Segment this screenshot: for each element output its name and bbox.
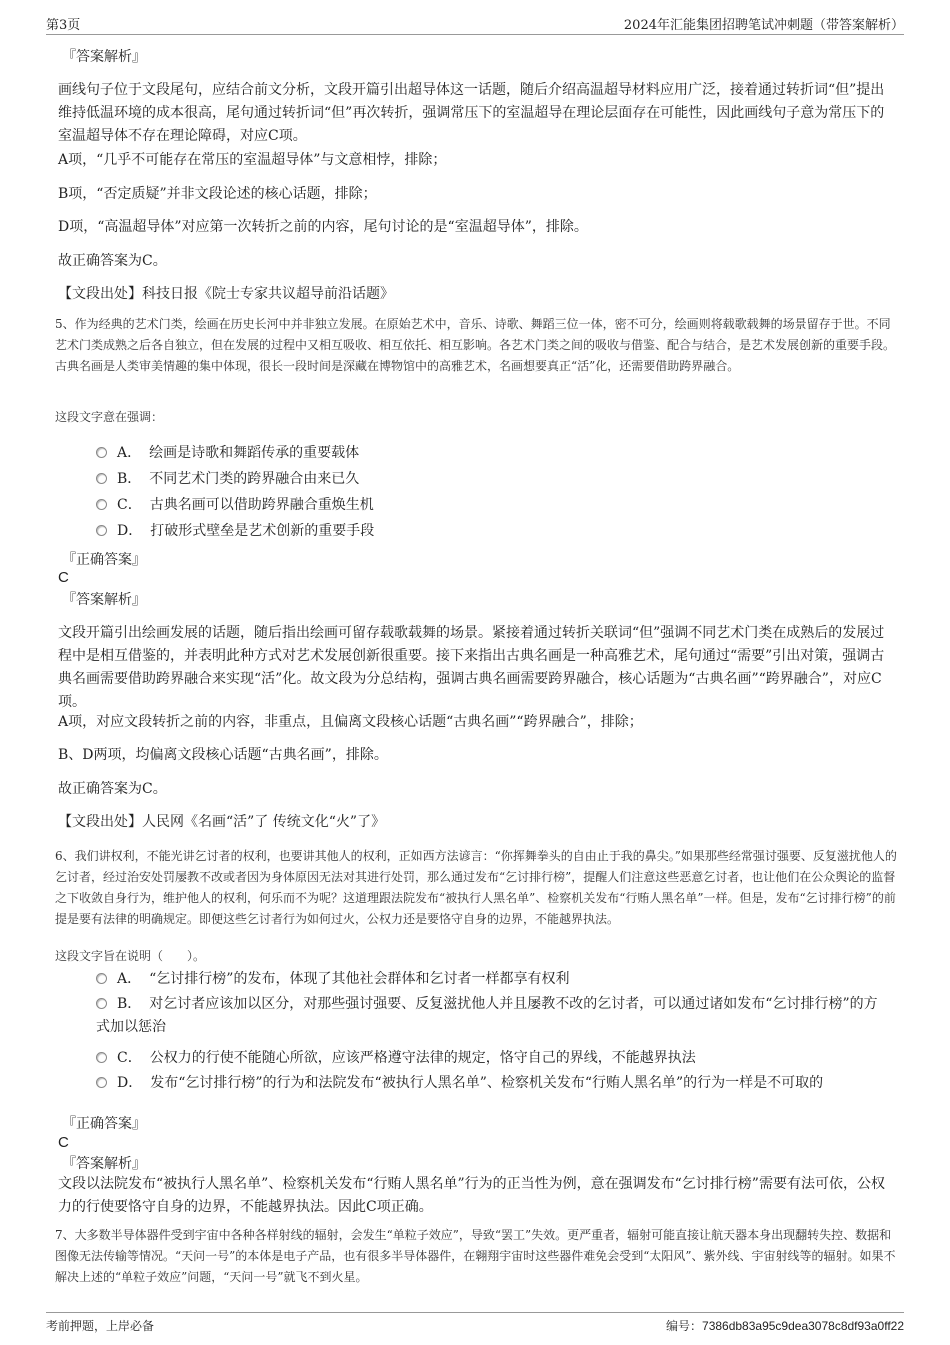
- q5-source: 【文段出处】人民网《名画“活”了 传统文化“火”了》: [58, 814, 386, 830]
- q5-option-a[interactable]: A． 绘画是诗歌和舞蹈传承的重要载体: [96, 442, 359, 465]
- q4-analysis-main: 画线句子位于文段尾句，应结合前文分析，文段开篇引出超导体这一话题，随后介绍高温超导材料应用广泛，接着通过转折词“但”提出维持低温环境的成本很高，尾句通过转折词“但”再次转折，强调常压下的室温超导在理论层面存在可能性，因此画线句子意为常压下的室温超导体不存在理论障碍，对应C项。: [58, 82, 885, 144]
- q6-option-d[interactable]: D． 发布“乞讨排行榜”的行为和法院发布“被执行人黑名单”、检察机关发布“行贿人黑名单”的行为一样是不可取的: [96, 1072, 896, 1095]
- radio-icon[interactable]: [96, 473, 107, 484]
- document-title: 2024年汇能集团招聘笔试冲刺题（带答案解析）: [623, 18, 904, 33]
- q5-answer: C: [58, 569, 69, 586]
- q6-analysis-label: 『答案解析』: [62, 1156, 146, 1172]
- radio-icon[interactable]: [96, 973, 107, 984]
- q5-analysis-label: 『答案解析』: [62, 592, 146, 608]
- q6-option-a[interactable]: A． “乞讨排行榜”的发布，体现了其他社会群体和乞讨者一样都享有权利: [96, 968, 896, 991]
- q6-option-b[interactable]: B． 对乞讨者应该加以区分，对那些强讨强要、反复滋扰他人并且屡教不改的乞讨者，可以通过诸如发布“乞讨排行榜”的方式加以惩治: [96, 996, 878, 1035]
- q5-analysis-a: A项，对应文段转折之前的内容，非重点，且偏离文段核心话题“古典名画”“跨界融合”，排除；: [58, 714, 643, 730]
- page-header: [46, 14, 904, 35]
- q5-answer-label: 『正确答案』: [62, 552, 146, 568]
- page-number: 第3页: [46, 18, 81, 33]
- footer-slogan: 考前押题，上岸必备: [46, 1319, 155, 1333]
- q5-conclusion: 故正确答案为C。: [58, 781, 167, 797]
- q4-analysis-label: 『答案解析』: [62, 49, 146, 65]
- q4-conclusion: 故正确答案为C。: [58, 253, 167, 269]
- q7-stem: 7、大多数半导体器件受到宇宙中各种各样射线的辐射，会发生“单粒子效应”，导致“罢工”失效。更严重者，辐射可能直接让航天器本身出现翻转失控、数据和图像无法传输等情况。“天问一号”的本体是电子产品，也有很多半导体器件，在翱翔宇宙时这些器件难免会受到“太阳风”、紫外线、宇宙射线等的辐射。如果不解决上述的“单粒子效应”问题，“天问一号”就飞不到火星。: [55, 1228, 896, 1284]
- q6-answer-label: 『正确答案』: [62, 1116, 146, 1132]
- q6-stem: 6、我们讲权利，不能光讲乞讨者的权利，也要讲其他人的权利，正如西方法谚言：“你挥舞拳头的自由止于我的鼻尖。”如果那些经常强讨强要、反复滋扰他人的乞讨者，经过治安处罚屡教不改或者因为身体原因无法对其进行处罚，那么通过发布“乞讨排行榜”，提醒人们注意这些恶意乞讨者，也让他们在公众舆论的监督之下收敛自身行为，维护他人的权利，何乐而不为呢？这道理跟法院发布“被执行人黑名单”、检察机关发布“行贿人黑名单”一样。但是，发布“乞讨排行榜”的前提是要有法律的明确规定。即便这些乞讨者行为如何过火，公权力还是要恪守自身的边界，不能越界执法。: [55, 849, 897, 926]
- q5-option-c[interactable]: C． 古典名画可以借助跨界融合重焕生机: [96, 494, 374, 517]
- q5-question: 这段文字意在强调：: [55, 410, 164, 424]
- q5-stem: 5、作为经典的艺术门类，绘画在历史长河中并非独立发展。在原始艺术中，音乐、诗歌、舞蹈三位一体，密不可分，绘画则将载歌载舞的场景留存于世。不同艺术门类成熟之后各自独立，但在发展的过程中又相互吸收、相互依托、相互影响。各艺术门类之间的吸收与借鉴、配合与结合，是艺术发展创新的重要手段。古典名画是人类审美情趣的集中体现，很长一段时间是深藏在博物馆中的高雅艺术，名画想要真正“活”化，还需要借助跨界融合。: [55, 317, 896, 373]
- radio-icon[interactable]: [96, 499, 107, 510]
- radio-icon[interactable]: [96, 1052, 107, 1063]
- q5-option-b[interactable]: B． 不同艺术门类的跨界融合由来已久: [96, 468, 359, 491]
- q4-analysis-b: B项，“否定质疑”并非文段论述的核心话题，排除；: [58, 186, 377, 202]
- q6-analysis-main: 文段以法院发布“被执行人黑名单”、检察机关发布“行贿人黑名单”行为的正当性为例，意在强调发布“乞讨排行榜”需要有法可依，公权力的行使要恪守自身的边界，不能越界执法。因此C项正确。: [58, 1176, 885, 1215]
- q4-analysis-a: A项，“几乎不可能存在常压的室温超导体”与文意相悖，排除；: [58, 152, 447, 168]
- q6-question: 这段文字旨在说明（ ）。: [55, 949, 206, 963]
- q4-source: 【文段出处】科技日报《院士专家共议超导前沿话题》: [58, 286, 394, 302]
- q6-option-c[interactable]: C． 公权力的行使不能随心所欲，应该严格遵守法律的规定，恪守自己的界线，不能越界执法: [96, 1047, 896, 1070]
- q4-analysis-d: D项，“高温超导体”对应第一次转折之前的内容，尾句讨论的是“室温超导体”，排除。: [58, 219, 588, 235]
- radio-icon[interactable]: [96, 525, 107, 536]
- q5-analysis-bd: B、D两项，均偏离文段核心话题“古典名画”，排除。: [58, 747, 388, 763]
- q6-answer: C: [58, 1134, 69, 1151]
- page-footer: [46, 1312, 904, 1338]
- radio-icon[interactable]: [96, 998, 107, 1009]
- radio-icon[interactable]: [96, 1077, 107, 1088]
- radio-icon[interactable]: [96, 447, 107, 458]
- q5-analysis-main: 文段开篇引出绘画发展的话题，随后指出绘画可留存载歌载舞的场景。紧接着通过转折关联词“但”强调不同艺术门类在成熟后的发展过程中是相互借鉴的，并表明此种方式对艺术发展创新很重要。接下来指出古典名画是一种高雅艺术，尾句通过“需要”引出对策，强调古典名画需要借助跨界融合来实现“活”化。故文段为分总结构，强调古典名画需要跨界融合，核心话题为“古典名画”“跨界融合”，对应C项。: [58, 625, 885, 710]
- q5-option-d[interactable]: D． 打破形式壁垒是艺术创新的重要手段: [96, 520, 374, 543]
- document-id: 编号：7386db83a95c9dea3078c8df93a0ff22: [666, 1319, 904, 1333]
